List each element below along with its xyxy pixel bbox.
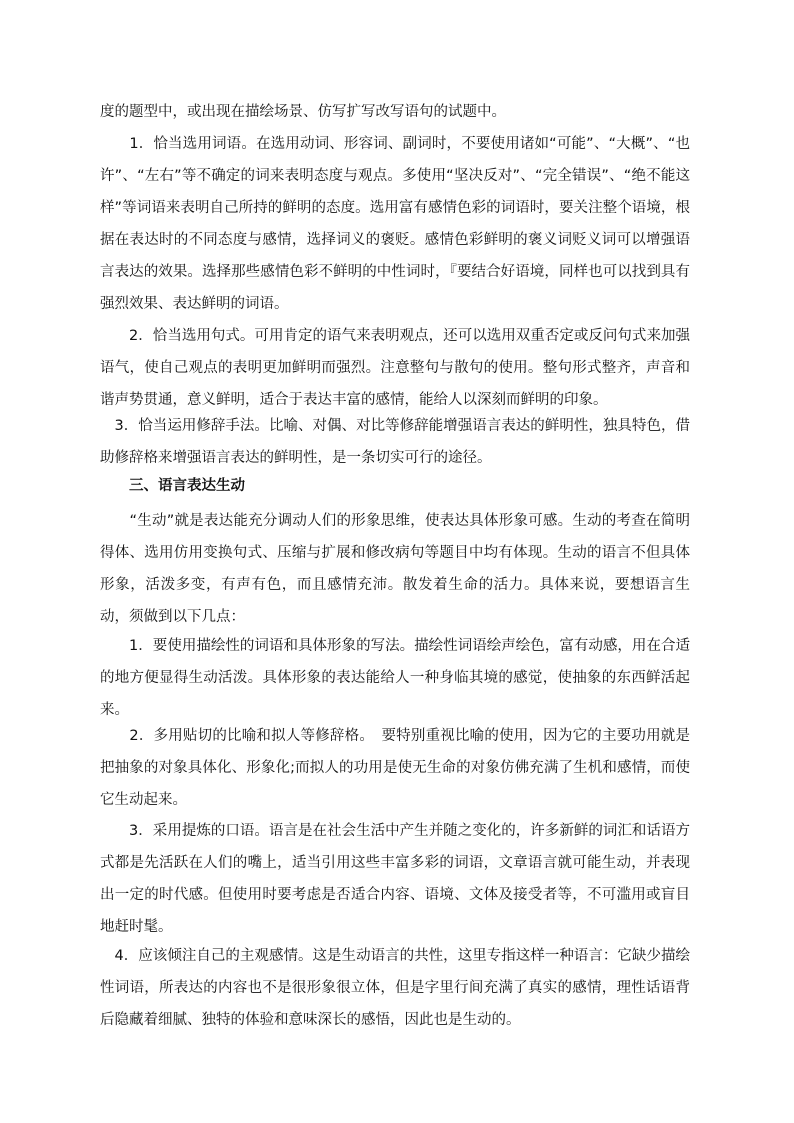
- paragraph-point-2-sentence-choice: 2．恰当选用句式。可用肯定的语气来表明观点，还可以选用双重否定或反问句式来加强语气，使自己观点的表明更加鲜明而强烈。注意整句与散句的使用。整句形式整齐，声音和谐声势贯通，意义鲜明，适合于表达丰富的感情，能给人以深刻而鲜明的印象。: [100, 328, 690, 408]
- paragraph-intro-continuation: 度的题型中，或出现在描绘场景、仿写扩写改写语句的试题中。: [100, 104, 506, 120]
- paragraph-vivid-point-3: 3．采用提炼的口语。语言是在社会生活中产生并随之变化的，许多新鲜的词汇和话语方式都是先活跃在人们的嘴上，适当引用这些丰富多彩的词语，文章语言就可能生动，并表现出一定的时代感。但使用时要考虑是否适合内容、语境、文体及接受者等，不可滥用或盲目地赶时髦。: [100, 823, 690, 935]
- paragraph-vivid-point-2: 2．多用贴切的比喻和拟人等修辞格。 要特别重视比喻的使用，因为它的主要功用就是把抽象的对象具体化、形象化;而拟人的功用是使无生命的对象仿佛充满了生机和感情，而使它生动起来。: [100, 728, 690, 808]
- section-heading-vivid: 三、语言表达生动: [100, 477, 245, 494]
- paragraph-point-1-word-choice: 1．恰当选用词语。在选用动词、形容词、副词时，不要使用诸如“可能”、“大概”、“也许”、“左右”等不确定的词来表明态度与观点。多使用“坚决反对”、“完全错误”、“绝不能这样”等词语来表明自己所持的鲜明的态度。选用富有感情色彩的词语时，要关注整个语境，根据在表达时的不同态度与感情，选择词义的褒贬。感情色彩鲜明的褒义词贬义词可以增强语言表达的效果。选择那些感情色彩不鲜明的中性词时，『要结合好语境，同样也可以找到具有强烈效果、表达鲜明的词语。: [100, 136, 690, 312]
- paragraph-vivid-definition: “生动”就是表达能充分调动人们的形象思维，使表达具体形象可感。生动的考查在简明得体、选用仿用变换句式、压缩与扩展和修改病句等题目中均有体现。生动的语言不但具体形象，活泼多变，有声有色，而且感情充沛。散发着生命的活力。具体来说，要想语言生动，须做到以下几点：: [100, 513, 690, 625]
- paragraph-point-3-rhetoric: 3．恰当运用修辞手法。比喻、对偶、对比等修辞能增强语言表达的鲜明性，独具特色，借助修辞格来增强语言表达的鲜明性，是一条切实可行的途径。: [100, 418, 690, 466]
- paragraph-vivid-point-4: 4．应该倾注自己的主观感情。这是生动语言的共性，这里专指这样一种语言：它缺少描绘性词语，所表达的内容也不是很形象很立体，但是字里行间充满了真实的感情，理性话语背后隐藏着细腻、独特的体验和意味深长的感悟，因此也是生动的。: [100, 948, 690, 1028]
- paragraph-vivid-point-1: 1．要使用描绘性的词语和具体形象的写法。描绘性词语绘声绘色，富有动感，用在合适的地方便显得生动活泼。具体形象的表达能给人一种身临其境的感觉，使抽象的东西鲜活起来。: [100, 638, 690, 718]
